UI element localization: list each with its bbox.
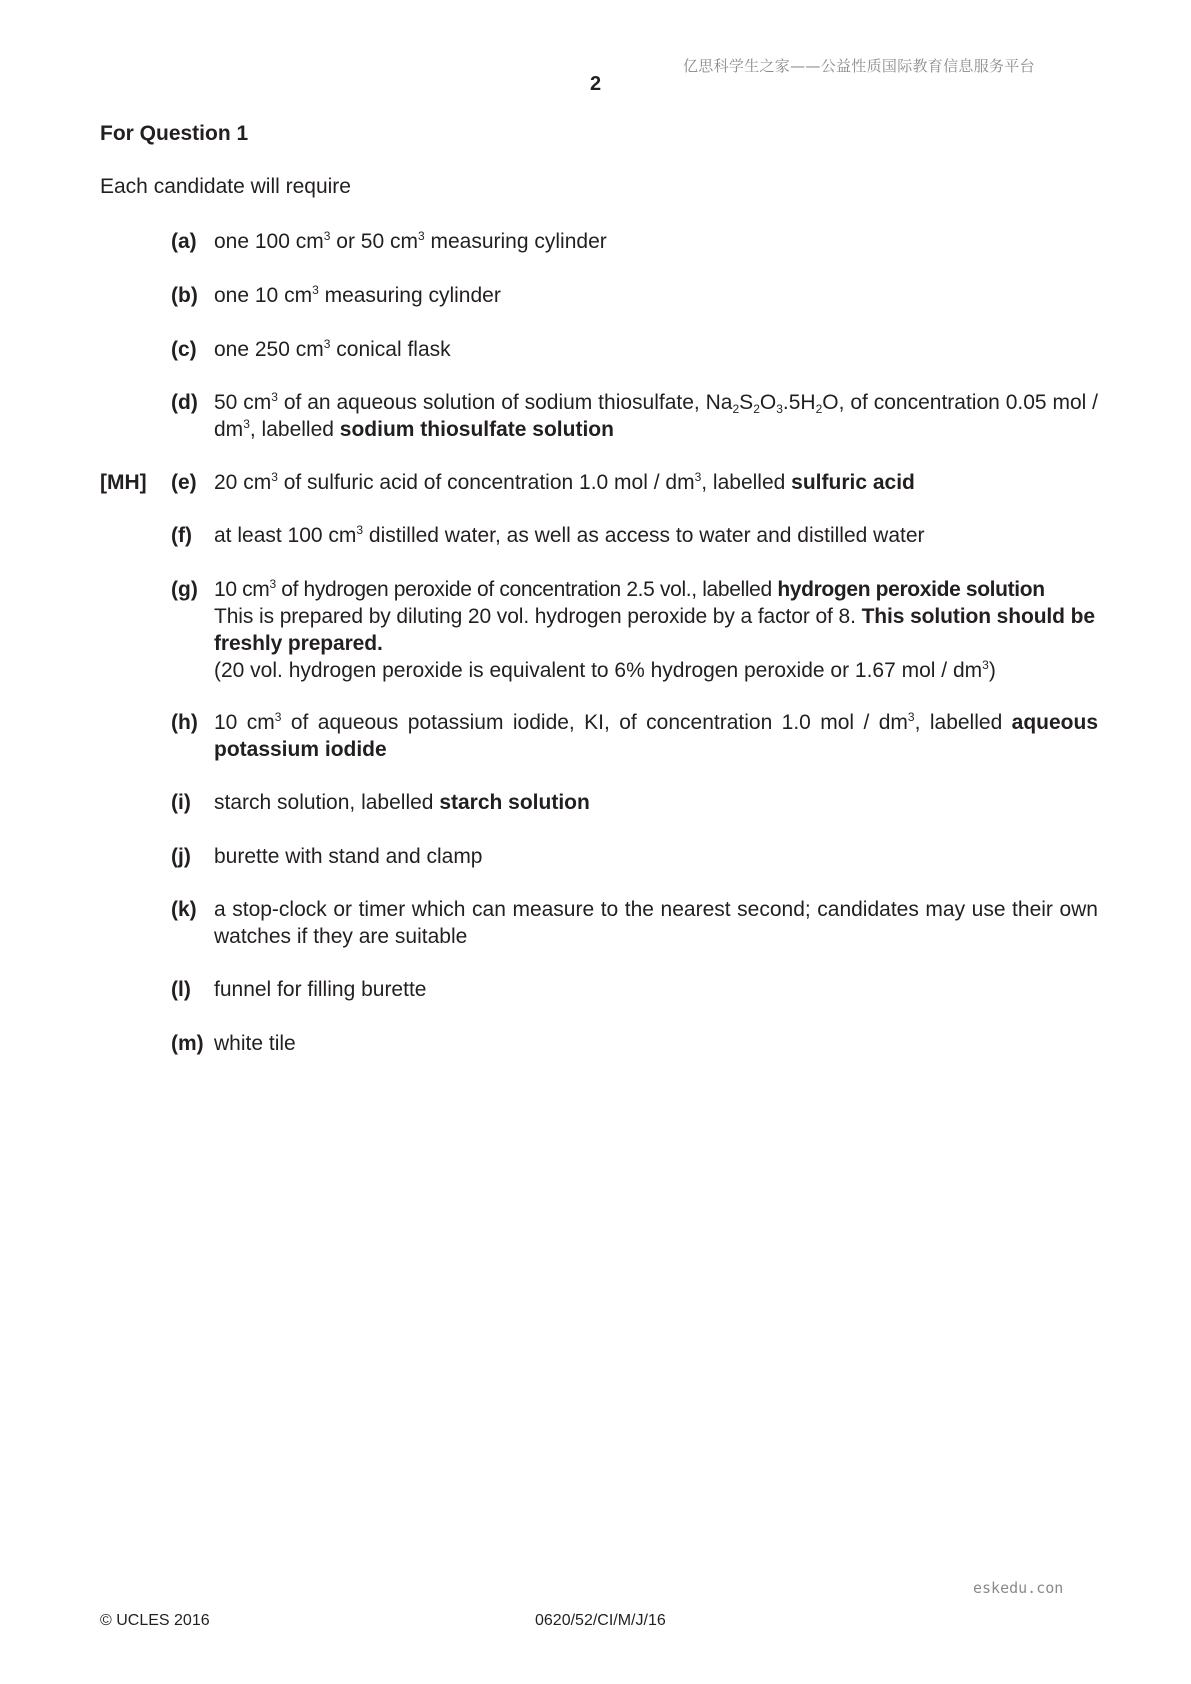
item-text: 10 $cm^3$ of hydrogen peroxide of concentration 2.5 vol., labelled hydrogen peroxide solution This is prepared by diluting 20 vol. hydrogen peroxide by a factor of 8. This solution should be freshly prepared. (20 vol. hydrogen peroxide is equivalent to 6% hydrogen peroxide or 1.67 mol / $dm^3$) — [214, 577, 1095, 682]
item-letter: (k) — [171, 898, 197, 921]
item-letter: (c) — [171, 338, 197, 361]
list-item-l — [100, 976, 1098, 1003]
list-item-g — [100, 576, 1098, 684]
item-letter: (g) — [171, 578, 198, 601]
list-item-k — [100, 896, 1098, 950]
item-letter: (b) — [171, 284, 198, 307]
section-intro: Each candidate will require — [100, 175, 351, 198]
item-letter: (e) — [171, 471, 197, 494]
header-watermark: 亿思科学生之家——公益性质国际教育信息服务平台 — [683, 57, 1035, 75]
item-text: burette with stand and clamp — [214, 845, 483, 868]
list-item-i — [100, 789, 1098, 816]
item-text: a stop-clock or timer which can measure to the nearest second; candidates may use their own watches if they are suitable — [214, 898, 1098, 948]
item-letter: (f) — [171, 524, 192, 547]
footer-watermark: eskedu.con — [973, 1579, 1064, 1597]
item-text: one 10 $cm^3$ measuring cylinder — [214, 283, 501, 307]
item-letter: (l) — [171, 978, 191, 1001]
item-text: white tile — [214, 1032, 296, 1055]
footer-code: 0620/52/CI/M/J/16 — [535, 1612, 666, 1629]
list-item-h — [100, 709, 1098, 763]
item-text: at least 100 $cm^3$ distilled water, as well as access to water and distilled water — [214, 523, 925, 547]
item-text: one 100 $cm^3$ or 50 $cm^3$ measuring cylinder — [214, 229, 607, 253]
list-item-d — [100, 389, 1098, 443]
mh-tag: [MH] — [100, 471, 147, 494]
list-item-c — [100, 336, 1098, 363]
item-letter: (d) — [171, 391, 198, 414]
list-item-e — [100, 469, 1098, 496]
item-letter: (a) — [171, 230, 197, 253]
list-item-b — [100, 282, 1098, 309]
list-item-a — [100, 228, 1098, 255]
item-letter: (m) — [171, 1032, 204, 1055]
item-text: 10 $cm^3$ of aqueous potassium iodide, KI, of concentration 1.0 mol / $dm^3$, labelled aqueous potassium iodide — [214, 710, 1099, 761]
list-item-m — [100, 1030, 1098, 1057]
item-text: one 250 $cm^3$ conical flask — [214, 337, 451, 361]
item-text: funnel for filling burette — [214, 978, 427, 1001]
list-item-f — [100, 522, 1098, 549]
section-title: For Question 1 — [100, 122, 249, 145]
item-letter: (j) — [171, 845, 191, 868]
item-letter: (i) — [171, 791, 191, 814]
footer-copyright: © UCLES 2016 — [100, 1612, 210, 1629]
item-text: 50 $cm^3$ of an aqueous solution of sodium thiosulfate, $Na_2S_2O_3.5H_2O$, of concentration 0.05 mol / $dm^3$, labelled sodium thiosulfate solution — [214, 390, 1099, 441]
list-item-j — [100, 843, 1098, 870]
item-text: starch solution, labelled starch solution — [214, 791, 590, 814]
item-text: 20 $cm^3$ of sulfuric acid of concentration 1.0 mol / $dm^3$, labelled sulfuric acid — [214, 470, 915, 494]
item-letter: (h) — [171, 711, 198, 734]
page-number: 2 — [589, 73, 602, 95]
